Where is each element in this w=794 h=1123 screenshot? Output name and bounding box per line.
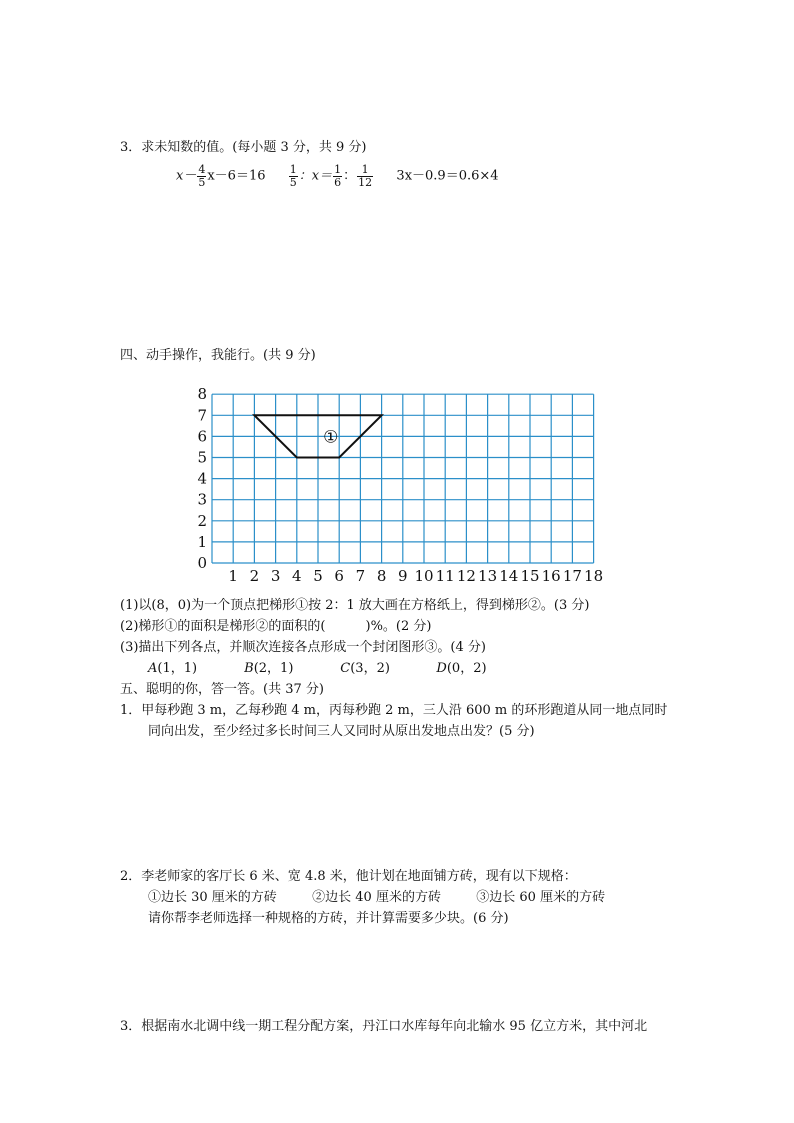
y-tick-label: 4 — [197, 469, 207, 488]
x-tick-label: 10 — [414, 567, 434, 585]
question-5-2-line3: 请你帮李老师选择一种规格的方砖，并计算需要多少块。(6 分) — [148, 911, 509, 926]
y-tick-label: 1 — [197, 532, 207, 551]
question-4-1: (1)以(8，0)为一个顶点把梯形①按 2：1 放大画在方格纸上，得到梯形②。(3 分) — [120, 598, 590, 613]
eq1-pre: x－ — [176, 168, 197, 184]
y-tick-label: 8 — [197, 385, 207, 404]
x-tick-label: 15 — [520, 567, 540, 585]
y-tick-label: 5 — [197, 448, 207, 467]
x-tick-label: 7 — [355, 567, 366, 585]
x-tick-label: 6 — [334, 567, 344, 585]
trapezoid-1 — [254, 415, 381, 457]
x-tick-label: 2 — [249, 567, 260, 585]
x-tick-label: 18 — [584, 567, 604, 585]
eq2-fraction-3: $\frac{1}{12}$ — [358, 163, 373, 189]
y-tick-label: 2 — [197, 511, 207, 530]
question-4-3: (3)描出下列各点，并顺次连接各点形成一个封闭图形③。(4 分) — [120, 640, 486, 655]
x-tick-label: 14 — [499, 567, 519, 585]
x-tick-label: 12 — [456, 567, 476, 585]
question-5-2-line1: 2．李老师家的客厅长 6 米、宽 4.8 米，他计划在地面铺方砖，现有以下规格： — [120, 869, 577, 884]
point-a: A(1，1) — [148, 661, 198, 676]
x-tick-label: 13 — [478, 567, 498, 585]
x-tick-label: 1 — [228, 567, 238, 585]
x-tick-label: 3 — [270, 567, 281, 585]
option-1: ①边长 30 厘米的方砖 — [148, 890, 277, 905]
option-3: ③边长 60 厘米的方砖 — [476, 890, 606, 905]
points-row — [148, 661, 528, 677]
section5-title: 五、聪明的你，答一答。(共 37 分) — [120, 682, 324, 697]
point-b: B(2，1) — [244, 661, 294, 676]
eq2-fraction-1: $\frac{1}{5}$ — [289, 163, 297, 189]
question-5-3-line1: 3．根据南水北调中线一期工程分配方案，丹江口水库每年向北输水 95 亿立方米，其中河北 — [120, 1019, 648, 1034]
x-tick-label: 5 — [313, 567, 323, 585]
equations-row — [176, 164, 499, 188]
y-tick-label: 0 — [197, 554, 207, 572]
y-tick-label: 6 — [197, 427, 207, 446]
question-5-1-line2: 同向出发，至少经过多长时间三人又同时从原出发地点出发？(5 分) — [148, 724, 535, 739]
eq3: 3x－0.9＝0.6×4 — [396, 168, 499, 184]
x-tick-label: 17 — [562, 567, 582, 585]
x-tick-label: 9 — [398, 567, 408, 585]
section3-title: 3．求未知数的值。(每小题 3 分，共 9 分) — [120, 140, 367, 155]
question-4-2: (2)梯形①的面积是梯形②的面积的( )%。(2 分) — [120, 619, 432, 634]
question-5-1-line1: 1．甲每秒跑 3 m，乙每秒跑 4 m，丙每秒跑 2 m，三人沿 600 m 的环形跑道从同一地点同时 — [120, 703, 668, 718]
eq2-colon: ： — [343, 168, 357, 184]
question-5-2-options — [148, 890, 605, 906]
eq1-fraction: $\frac{4}{5}$ — [198, 163, 206, 189]
x-tick-label: 16 — [541, 567, 561, 585]
x-tick-label: 4 — [292, 567, 302, 585]
option-2: ②边长 40 厘米的方砖 — [312, 890, 441, 905]
trapezoid-label: ① — [323, 427, 339, 448]
y-tick-label: 3 — [197, 490, 207, 509]
section4-title: 四、动手操作，我能行。(共 9 分) — [120, 348, 316, 363]
y-tick-label: 7 — [197, 406, 207, 425]
eq1-post: x－6＝16 — [207, 168, 266, 184]
eq2-fraction-2: $\frac{1}{6}$ — [334, 163, 342, 189]
x-tick-label: 8 — [376, 567, 387, 585]
point-d: D(0，2) — [436, 661, 487, 676]
point-c: C(3，2) — [340, 661, 390, 676]
eq2-mid: ：x＝ — [298, 168, 333, 184]
x-tick-label: 11 — [435, 567, 455, 585]
